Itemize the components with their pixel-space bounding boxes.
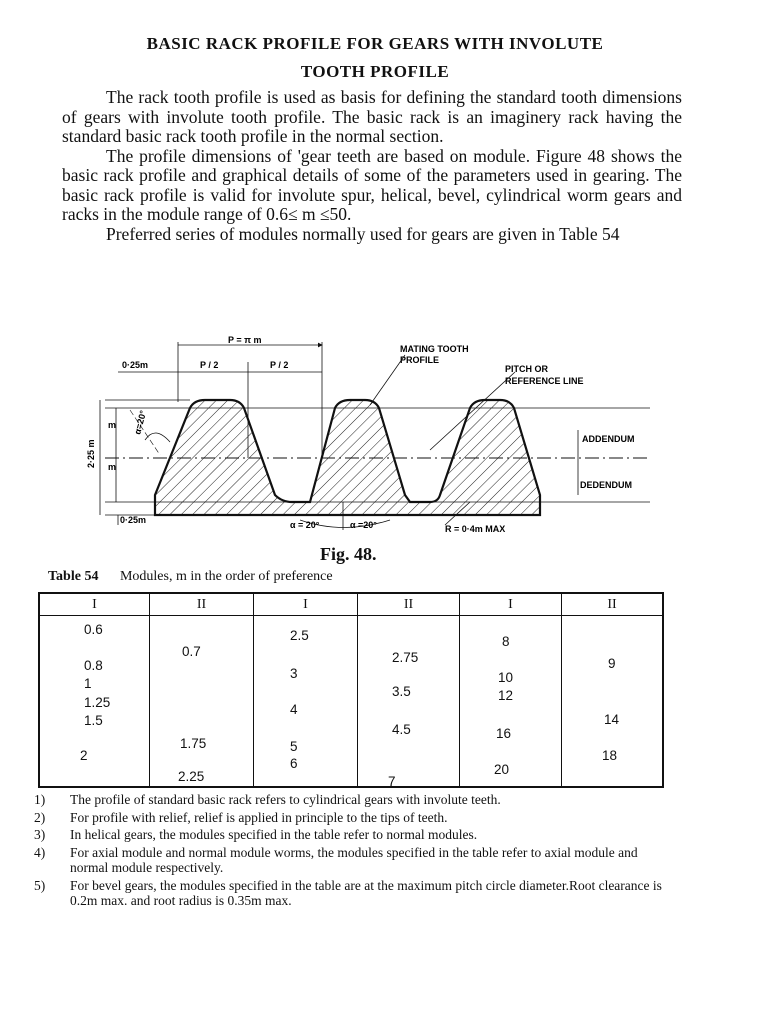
table-cell: 3: [290, 666, 298, 681]
label-top-clearance: 0·25m: [122, 360, 149, 370]
label-half-pitch-2: P / 2: [270, 360, 289, 370]
table-cell: 0.7: [182, 644, 201, 659]
table-cell: 1.75: [180, 736, 207, 751]
note-number: 4): [34, 844, 46, 860]
paragraph-3: Preferred series of modules normally used for gears are given in Table 54: [106, 223, 620, 244]
table-caption: [48, 569, 333, 585]
label-alpha-bottom-2: α =20°: [350, 520, 377, 530]
note-number: 2): [34, 809, 46, 825]
label-m-upper: m: [108, 420, 117, 430]
column-header: II: [150, 594, 254, 616]
body-text: [62, 88, 682, 244]
label-alpha-left: α=20°: [132, 409, 149, 436]
label-bottom-clearance: 0·25m: [120, 515, 147, 525]
note-text: For axial module and normal module worms, the modules specified in the table refer to axial module and normal module respectively.: [70, 844, 638, 875]
table-cell: 0.6: [84, 622, 103, 637]
note-number: 3): [34, 827, 46, 842]
table-column: [254, 616, 358, 786]
table-cell: 0.8: [84, 658, 103, 673]
label-total-depth: 2·25 m: [86, 439, 96, 468]
note-text: In helical gears, the modules specified in the table refer to normal modules.: [70, 827, 478, 842]
table-cell: 2.5: [290, 628, 309, 643]
title-line-2: TOOTH PROFILE: [300, 62, 450, 81]
table-caption-text: Modules, m in the order of preference: [119, 569, 333, 584]
column-header: II: [562, 594, 662, 616]
note-item: [34, 792, 674, 808]
modules-table: [38, 592, 664, 788]
table-column: [40, 616, 150, 786]
table-cell: 2: [80, 748, 88, 763]
label-m-lower: m: [108, 462, 117, 472]
note-text: The profile of standard basic rack refers to cylindrical gears with involute teeth.: [70, 792, 501, 807]
rack-profile-figure: [60, 330, 680, 545]
note-item: [34, 878, 674, 909]
note-number: 5): [34, 877, 46, 893]
note-text: For bevel gears, the modules specified in the table are at the maximum pitch circle diameter.Root clearance is 0.2m max. and root radius is 0.35m max.: [70, 877, 662, 908]
page-title: [60, 30, 690, 86]
table-cell: 16: [496, 726, 512, 741]
label-root-radius: R = 0·4m MAX: [445, 524, 506, 534]
note-item: [34, 827, 674, 843]
title-line-1: BASIC RACK PROFILE FOR GEARS WITH INVOLUTE: [146, 34, 604, 53]
label-addendum: ADDENDUM: [582, 434, 635, 444]
table-cell: 2.25: [178, 769, 205, 784]
table-cell: 18: [602, 748, 618, 763]
paragraph-2: The profile dimensions of 'gear teeth are based on module. Figure 48 shows the basic rack profile and graphical details of some of the parameters used in gearing. The basic rack profile is valid for involute spur, helical, bevel, cylindrical worm gears and racks in the module range of 0.6≤ m ≤50.: [62, 145, 682, 224]
table-label: Table 54: [48, 569, 99, 584]
label-pitch-or: PITCH OR: [505, 364, 549, 374]
note-item: [34, 845, 674, 876]
label-half-pitch-1: P / 2: [200, 360, 219, 370]
label-dedendum: DEDENDUM: [580, 480, 633, 490]
table-cell: 20: [494, 762, 510, 777]
table-cell: 8: [502, 634, 510, 649]
table-cell: 1.25: [84, 695, 111, 710]
table-column: [150, 616, 254, 786]
label-reference-line: REFERENCE LINE: [505, 376, 584, 386]
table-cell: 4.5: [392, 722, 411, 737]
table-column: [358, 616, 460, 789]
label-pitch: P = π m: [228, 335, 262, 345]
table-cell: 10: [498, 670, 514, 685]
table-cell: 12: [498, 688, 514, 703]
column-header: I: [460, 594, 562, 616]
table-cell: 9: [608, 656, 616, 671]
table-cell: 2.75: [392, 650, 419, 665]
table-cell: 4: [290, 702, 298, 717]
figure-caption: Fig. 48.: [320, 544, 377, 564]
table-cell: 1: [84, 676, 92, 691]
note-item: [34, 810, 674, 826]
table-cell: 1.5: [84, 713, 103, 728]
table-cell: 14: [604, 712, 620, 727]
column-header: II: [358, 594, 460, 616]
table-column: [562, 616, 662, 786]
note-text: For profile with relief, relief is applied in principle to the tips of teeth.: [70, 809, 448, 825]
notes-list: [34, 792, 674, 911]
label-alpha-bottom-1: α = 20°: [290, 520, 320, 530]
note-number: 1): [34, 792, 46, 807]
column-header: I: [254, 594, 358, 616]
table-cell: 7: [388, 774, 396, 789]
table-cell: 5: [290, 739, 298, 754]
paragraph-1: The rack tooth profile is used as basis for defining the standard tooth dimensions of gears with involute tooth profile. The basic rack is an imaginery rack having the standard basic rack tooth profile in the normal section.: [62, 87, 682, 146]
table-column: [460, 616, 562, 786]
label-profile: PROFILE: [400, 355, 440, 365]
label-mating-tooth: MATING TOOTH: [400, 344, 469, 354]
table-cell: 3.5: [392, 684, 411, 699]
column-header: I: [40, 594, 150, 616]
table-cell: 6: [290, 756, 298, 771]
